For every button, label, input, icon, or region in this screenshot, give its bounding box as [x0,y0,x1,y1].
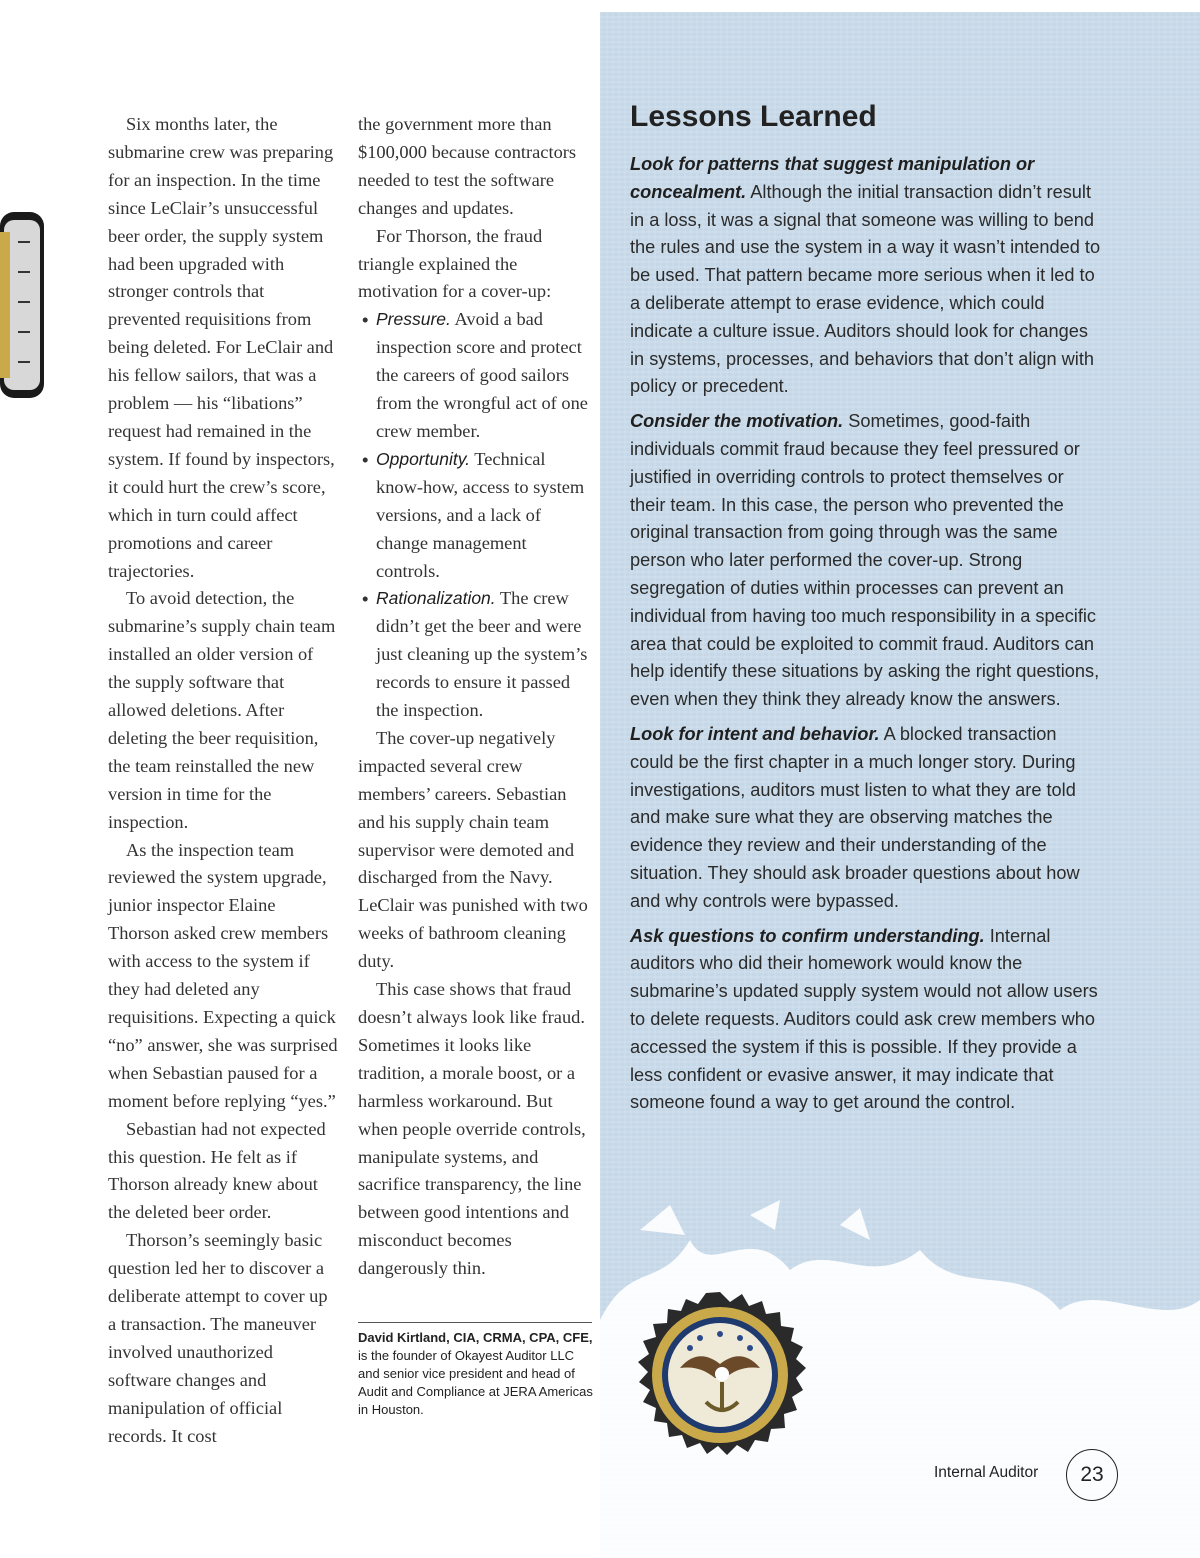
author-bio [358,1329,598,1419]
bullet-text: Technical know-how, access to system versions, and a lack of change management controls. [376,448,585,581]
lesson-lead: Consider the motivation. [630,411,844,432]
bullet-lead: Pressure. [376,309,451,330]
publication-name: Internal Auditor [934,1464,1039,1481]
lesson-lead: Ask questions to confirm understanding. [630,925,985,946]
article-column-2 [358,111,592,1283]
lesson-item [630,923,1102,1118]
lesson-text: A blocked transaction could be the first chapter in a much longer story. During investigations, auditors must listen to what they are told and make sure what they are observing matches the evidence they review and their understanding of the situation. They should ask broader questions about how and why controls were bypassed. [630,723,1080,911]
page-number: 23 [1066,1449,1118,1501]
lesson-text: Internal auditors who did their homework would know the submarine’s updated supply system would not allow users to delete requests. Auditors could ask crew members who accessed the system if this is possible. If they provide a less confident or evasive answer, it may indicate that someone found a way to get around the control. [630,925,1098,1113]
paragraph: This case shows that fraud doesn’t always look like fraud. Sometimes it looks like tradition, a morale boost, or a harmless workaround. But when people override controls, manipulate systems, and sacrifice transparency, the line between good intentions and misconduct becomes dangerously thin. [358,979,586,1279]
lesson-text: Although the initial transaction didn’t result in a loss, it was a signal that someone was willing to bend the rules and use the system in a way it wasn’t intended to be used. That pattern became more serious when it led to a deliberate attempt to erase evidence, which could indicate a culture issue. Auditors should look for changes in systems, processes, and behaviors that don’t align with policy or precedent. [630,181,1101,397]
paragraph: Thorson’s seemingly basic question led her to discover a deliberate attempt to cover up a transaction. The maneuver involved unauthorized software changes and manipulation of official records. It cost [108,1230,328,1446]
lessons-learned-sidebar [630,151,1102,1124]
author-name: David Kirtland, CIA, CRMA, CPA, CFE, [358,1330,593,1345]
paragraph: Sebastian had not expected this question. He felt as if Thorson already knew about the deleted beer order. [108,1118,326,1223]
paragraph: Six months later, the submarine crew was preparing for an inspection. In the time since LeClair’s unsuccessful beer order, the supply system had been upgraded with stronger controls that prevented requisitions from being deleted. For LeClair and his fellow sailors, that was a problem — his “libations” request had remained in the system. If found by inspectors, it could hurt the crew’s score, which in turn could affect promotions and career trajectories. [108,114,335,581]
sidebar-title: Lessons Learned [630,100,877,133]
paragraph: For Thorson, the fraud triangle explained the motivation for a cover-up: [358,225,552,302]
list-item [358,446,592,586]
paragraph: To avoid detection, the submarine’s supply chain team installed an older version of the supply software that allowed deletions. After deleting the beer requisition, the team reinstalled the new version in time for the inspection. [108,588,336,832]
navy-bottle-cap-icon [630,1290,810,1470]
bullet-text: The crew didn’t get the beer and were just cleaning up the system’s records to ensure it passed the inspection. [376,588,588,721]
paragraph: The cover-up negatively impacted several crew members’ careers. Sebastian and his supply chain team supervisor were demoted and discharged from the Navy. LeClair was punished with two weeks of bathroom cleaning duty. [358,727,588,972]
list-item [358,585,592,725]
fraud-triangle-list [358,306,592,725]
bottle-cap-side-icon [0,212,56,398]
lesson-text: Sometimes, good-faith individuals commit fraud because they feel pressured or justified in overriding controls to protect themselves or their team. In this case, the person who prevented the original transaction from going through was the same person who later performed the cover-up. Strong segregation of duties within processes can prevent an individual from having too much responsibility in a specific area that could be exploited to commit fraud. Auditors can help identify these situations by asking the right questions, even when they think they already know the answers. [630,411,1100,710]
bio-divider [358,1322,592,1323]
lesson-lead: Look for patterns that suggest manipulation or concealment. [630,154,1035,202]
paragraph: the government more than $100,000 because contractors needed to test the software changes and updates. [358,114,577,218]
bullet-lead: Rationalization. [376,588,496,609]
paragraph: As the inspection team reviewed the system upgrade, junior inspector Elaine Thorson asked crew members with access to the system if they had deleted any requisitions. Expecting a quick “no” answer, she was surprised when Sebastian paused for a moment before replying “yes.” [108,839,338,1111]
author-bio-text: is the founder of Okayest Auditor LLC and senior vice president and head of Audit and Compliance at JERA Americas in Houston. [358,1348,593,1417]
lesson-item [630,721,1102,916]
article-column-1 [108,111,340,1451]
bullet-lead: Opportunity. [376,448,471,469]
bullet-text: Avoid a bad inspection score and protect the careers of good sailors from the wrongful act of one crew member. [376,309,588,441]
list-item [358,306,592,446]
lesson-item [630,408,1102,714]
lesson-item [630,151,1102,401]
lesson-lead: Look for intent and behavior. [630,723,880,744]
